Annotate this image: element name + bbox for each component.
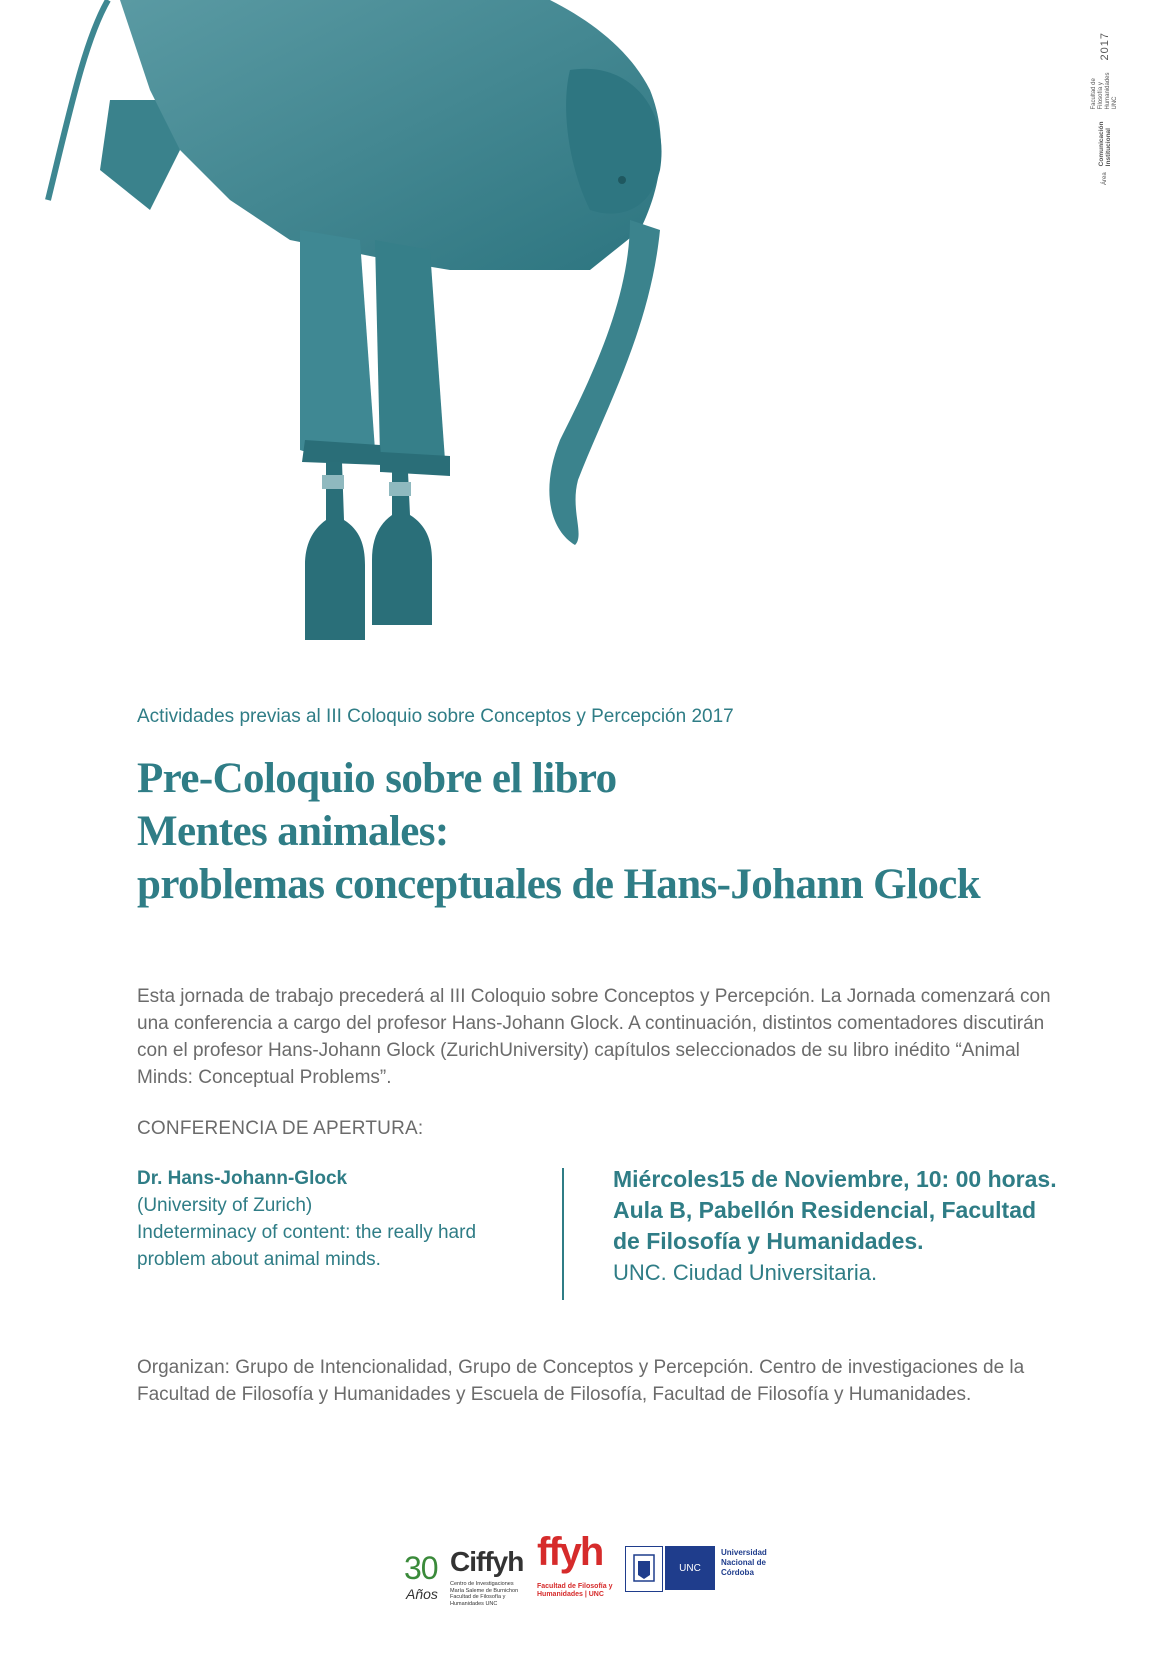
unc-crest-icon — [625, 1546, 663, 1592]
page-title — [137, 752, 980, 911]
kicker-text: Actividades previas al III Coloquio sobre Conceptos y Percepción 2017 — [137, 706, 734, 727]
elephant-illustration — [30, 0, 720, 670]
title-line-2: Mentes animales: — [137, 808, 449, 855]
ffyh-logo — [535, 1528, 615, 1610]
speaker-affiliation: (University of Zurich) — [137, 1195, 313, 1216]
ciffyh-subtitle: Centro de Investigaciones María Saleme de Burnichon Facultad de Filosofía y Humanidades UNC — [450, 1581, 519, 1607]
side-credit-area: Área — [1101, 172, 1108, 185]
talk-title-line-1: Indeterminacy of content: the really hard — [137, 1222, 477, 1243]
ciffyh-logo — [400, 1528, 525, 1610]
talk-title-line-2: problem about animal minds. — [137, 1249, 381, 1270]
event-campus: UNC. Ciudad Universitaria. — [613, 1260, 878, 1285]
ciffyh-wordmark: Ciffyh — [450, 1546, 524, 1577]
unc-box: UNC — [665, 1546, 715, 1590]
event-details — [613, 1164, 1113, 1288]
event-place-line-2: de Filosofía y Humanidades. — [613, 1228, 924, 1254]
conference-heading: CONFERENCIA DE APERTURA: — [137, 1118, 424, 1139]
ciffyh-anniversary-number: 30 — [404, 1550, 438, 1586]
ffyh-wordmark: ffyh — [537, 1530, 603, 1574]
speaker-name: Dr. Hans-Johann-Glock — [137, 1168, 348, 1189]
event-place-line-1: Aula B, Pabellón Residencial, Facultad — [613, 1197, 1037, 1223]
side-credit-faculty: Facultad de Filosofía y Humanidades UNC — [1091, 72, 1118, 110]
title-line-1: Pre-Coloquio sobre el libro — [137, 755, 617, 802]
unc-logo — [625, 1546, 780, 1594]
title-line-3: problemas conceptuales de Hans-Johann Glock — [137, 861, 981, 908]
side-credit-year: 2017 — [1099, 32, 1111, 61]
unc-name: Universidad Nacional de Córdoba — [721, 1548, 767, 1577]
speaker-block — [137, 1165, 557, 1273]
intro-paragraph: Esta jornada de trabajo precederá al III Coloquio sobre Conceptos y Percepción. La Jornada comenzará con una conferencia a cargo del profesor Hans-Johann Glock. A continuación, distintos comentadores discutirán con el profesor Hans-Johann Glock (ZurichUniversity) capítulos seleccionados de su libro inédito “Animal Minds: Conceptual Problems”. — [137, 986, 1051, 1088]
organizers-paragraph: Organizan: Grupo de Intencionalidad, Grupo de Conceptos y Percepción. Centro de investigaciones de la Facultad de Filosofía y Humanidades y Escuela de Filosofía, Facultad de Filosofía y Humanidades. — [137, 1357, 1025, 1405]
side-credit — [1085, 32, 1125, 185]
column-divider — [562, 1168, 564, 1300]
ffyh-subtitle: Facultad de Filosofía y Humanidades | UNC — [537, 1583, 613, 1598]
logo-strip — [400, 1528, 780, 1610]
ciffyh-anniversary-label: Años — [406, 1586, 438, 1602]
event-date: Miércoles15 de Noviembre, 10: 00 horas. — [613, 1166, 1057, 1192]
side-credit-unit: Comunicación Institucional — [1098, 121, 1112, 167]
